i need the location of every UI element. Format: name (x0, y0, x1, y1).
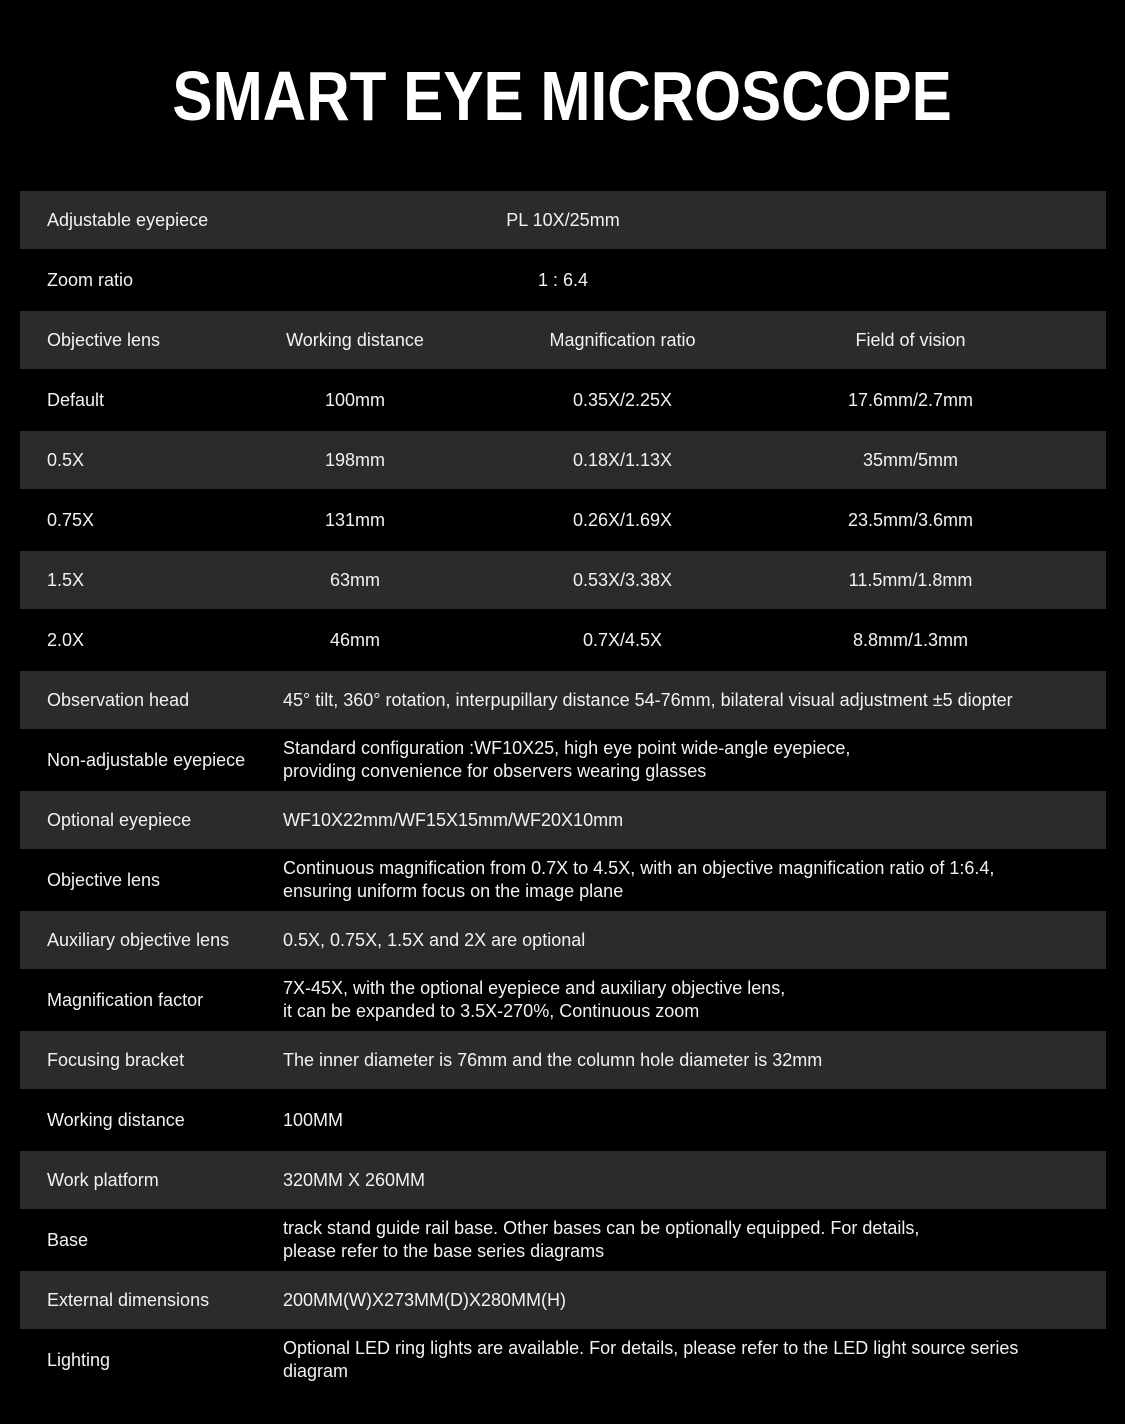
table-row (20, 911, 1106, 969)
row-value: 0.53X/3.38X (572, 569, 673, 590)
table-row (20, 249, 1106, 311)
row-label: 2.0X (47, 629, 85, 650)
row-value-line: it can be expanded to 3.5X-270%, Continuous zoom (283, 1001, 700, 1021)
spec-table (20, 191, 1106, 1391)
row-label: Observation head (47, 689, 190, 710)
row-label: Focusing bracket (47, 1049, 185, 1070)
table-row (20, 729, 1106, 791)
row-label: Work platform (47, 1169, 159, 1190)
table-row (20, 1209, 1106, 1271)
row-label: 1.5X (47, 569, 85, 590)
table-row (20, 489, 1106, 551)
row-label: Objective lens (47, 869, 161, 890)
column-header: Field of vision (855, 329, 966, 350)
row-value-line: 7X-45X, with the optional eyepiece and auxiliary objective lens, (283, 978, 786, 998)
row-value (283, 809, 1106, 832)
table-row (20, 551, 1106, 609)
row-label: Lighting (47, 1349, 111, 1370)
page-header (0, 0, 1125, 191)
row-label: Default (47, 389, 105, 410)
lens-table-header-row (20, 311, 1106, 369)
row-value: 198mm (324, 449, 386, 470)
row-value (283, 737, 1106, 783)
row-value-line: 45° tilt, 360° rotation, interpupillary distance 54-76mm, bilateral visual adjustment ±5 diopter (283, 689, 1013, 710)
row-value-line: 200MM(W)X273MM(D)X280MM(H) (283, 1289, 567, 1310)
row-value: 63mm (329, 569, 380, 590)
row-value: 100mm (324, 389, 386, 410)
row-value (283, 1169, 1106, 1192)
page-title: SMART EYE MICROSCOPE (172, 56, 953, 135)
table-row (20, 1271, 1106, 1329)
row-label: Non-adjustable eyepiece (47, 749, 246, 770)
row-value-line: 320MM X 260MM (283, 1169, 426, 1190)
row-label: External dimensions (47, 1289, 210, 1310)
row-value (283, 1289, 1106, 1312)
row-value: 131mm (324, 509, 386, 530)
row-value: 0.35X/2.25X (572, 389, 673, 410)
row-value: 11.5mm/1.8mm (848, 569, 973, 590)
table-row (20, 849, 1106, 911)
row-value-line: 100MM (283, 1109, 344, 1130)
row-value (283, 1109, 1106, 1132)
table-row (20, 791, 1106, 849)
row-value-line: providing convenience for observers wearing glasses (283, 761, 707, 781)
row-value-line: Continuous magnification from 0.7X to 4.5X, with an objective magnification ratio of 1:6.4, (283, 858, 995, 878)
table-row (20, 431, 1106, 489)
row-value: 35mm/5mm (862, 449, 958, 470)
row-label: Adjustable eyepiece (47, 209, 209, 230)
row-label: 0.75X (47, 509, 95, 530)
table-row (20, 1089, 1106, 1151)
row-value-line: The inner diameter is 76mm and the column hole diameter is 32mm (283, 1049, 823, 1070)
row-value (283, 689, 1106, 712)
table-row (20, 969, 1106, 1031)
row-label: 0.5X (47, 449, 85, 470)
column-header: Magnification ratio (549, 329, 696, 350)
row-value-line: Optional LED ring lights are available. For details, please refer to the LED light source series diagram (283, 1338, 1019, 1381)
row-label: Base (47, 1229, 89, 1250)
row-value-line: Standard configuration :WF10X25, high eye point wide-angle eyepiece, (283, 738, 851, 758)
row-value: 46mm (329, 629, 380, 650)
row-value (283, 1217, 1106, 1263)
row-value: 0.7X/4.5X (582, 629, 663, 650)
row-value: PL 10X/25mm (506, 209, 620, 230)
row-value (283, 1337, 1106, 1383)
row-value: 0.18X/1.13X (572, 449, 673, 470)
row-value-line: WF10X22mm/WF15X15mm/WF20X10mm (283, 809, 624, 830)
row-value (283, 1049, 1106, 1072)
row-label: Zoom ratio (47, 269, 134, 290)
column-header: Working distance (286, 329, 424, 350)
table-row (20, 1151, 1106, 1209)
row-value: 8.8mm/1.3mm (852, 629, 969, 650)
row-value: 0.26X/1.69X (572, 509, 673, 530)
row-label: Magnification factor (47, 989, 204, 1010)
row-value (283, 977, 1106, 1023)
table-row (20, 369, 1106, 431)
row-value-line: ensuring uniform focus on the image plane (283, 881, 624, 901)
table-row (20, 1031, 1106, 1089)
row-label: Optional eyepiece (47, 809, 192, 830)
column-header: Objective lens (47, 329, 161, 350)
row-value-line: track stand guide rail base. Other bases can be optionally equipped. For details, (283, 1218, 920, 1238)
table-row (20, 671, 1106, 729)
row-value-line: please refer to the base series diagrams (283, 1241, 605, 1261)
row-value: 1 : 6.4 (537, 269, 589, 290)
row-value-line: 0.5X, 0.75X, 1.5X and 2X are optional (283, 929, 586, 950)
row-value (283, 857, 1106, 903)
row-value (283, 929, 1106, 952)
table-row (20, 1329, 1106, 1391)
row-label: Auxiliary objective lens (47, 929, 230, 950)
row-value: 17.6mm/2.7mm (847, 389, 974, 410)
row-value: 23.5mm/3.6mm (847, 509, 974, 530)
table-row (20, 191, 1106, 249)
table-row (20, 609, 1106, 671)
row-label: Working distance (47, 1109, 185, 1130)
